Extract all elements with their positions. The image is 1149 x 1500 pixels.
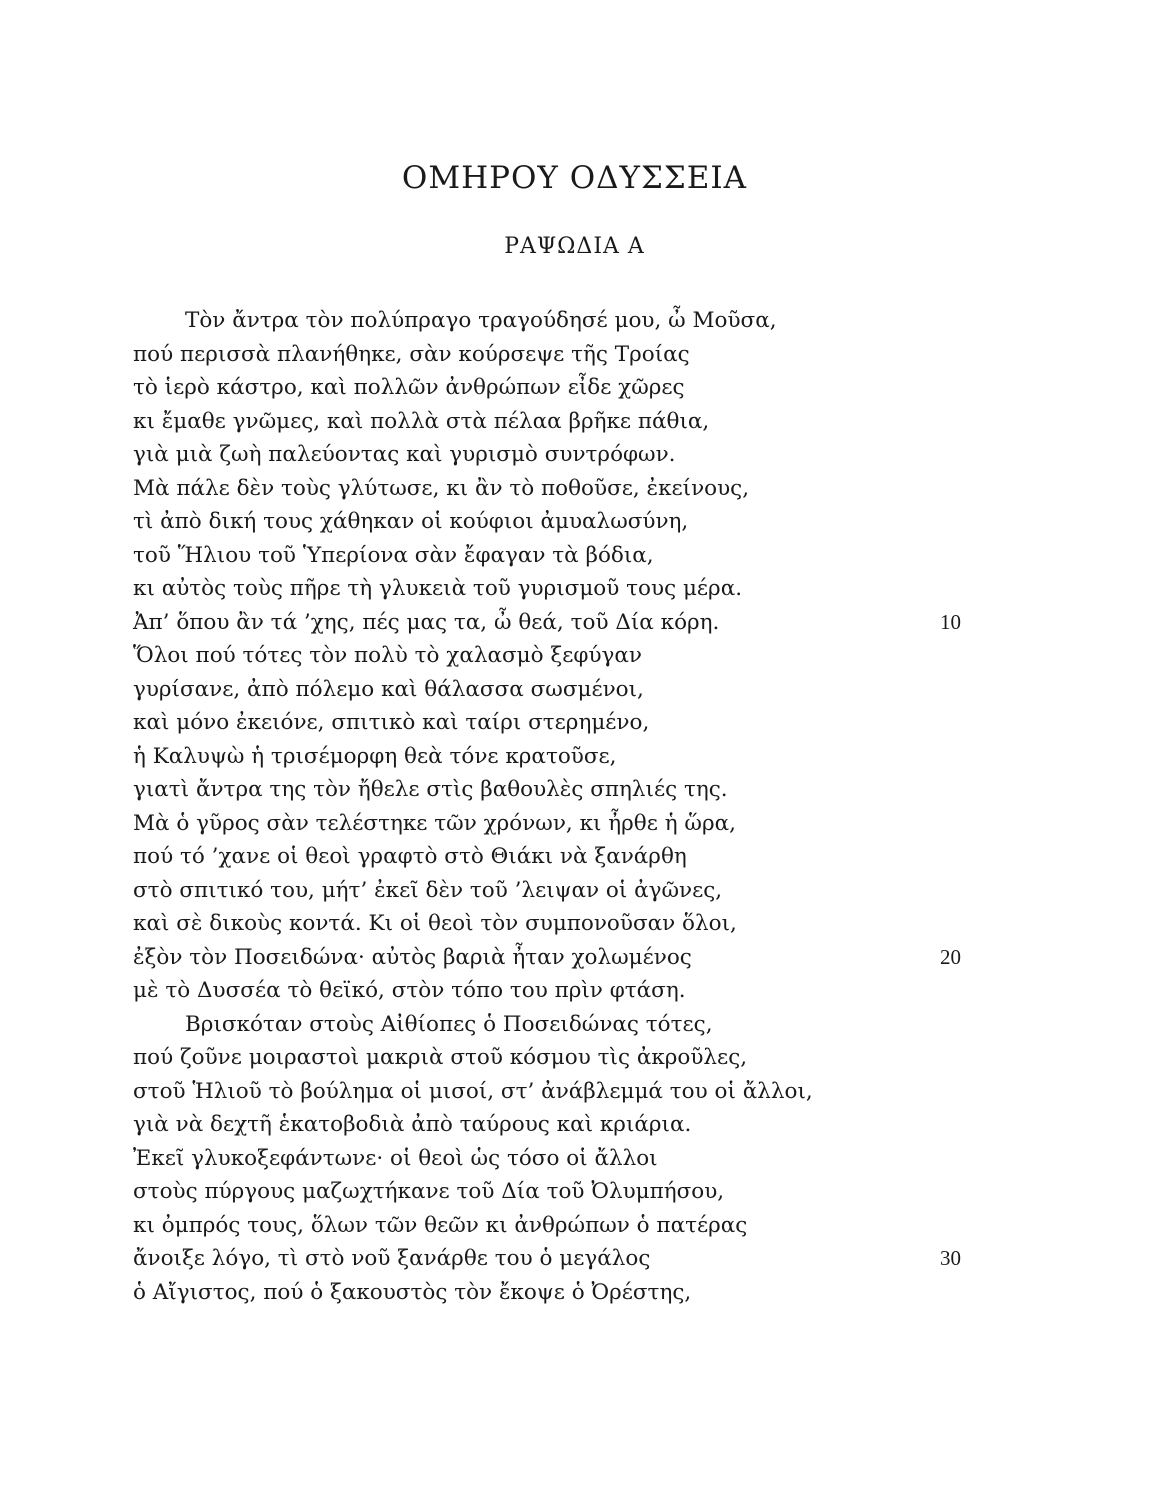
- poem-line-text: τοῦ Ἥλιου τοῦ Ὑπερίονα σὰν ἔφαγαν τὰ βόδια,: [133, 542, 654, 568]
- page-title: ΟΜΗΡΟΥ ΟΔΥΣΣΕΙΑ: [401, 160, 748, 196]
- poem-line-text: Μὰ πάλε δὲν τοὺς γλύτωσε, κι ἂν τὸ ποθοῦσε, ἐκείνους,: [133, 475, 750, 501]
- poem-line-text: μὲ τὸ Δυσσέα τὸ θεϊκό, στὸν τόπο του πρὶν φτάση.: [133, 978, 686, 1003]
- poem-line-text: κι ἔμαθε γνῶμες, καὶ πολλὰ στὰ πέλαα βρῆκε πάθια,: [133, 408, 710, 434]
- poem-line: [133, 974, 893, 1008]
- poem-line: [133, 338, 893, 372]
- poem-line-text: ἐξὸν τὸν Ποσειδώνα· αὐτὸς βαριὰ ἦταν χολωμένος: [133, 944, 692, 970]
- poem-line: [133, 405, 893, 439]
- poem-line: [133, 539, 893, 573]
- chapter-heading: ΡΑΨΩΔΙΑ Α: [504, 234, 645, 259]
- poem-line: [133, 438, 893, 472]
- poem-line-text: στὸ σπιτικό του, μήτ’ ἐκεῖ δὲν τοῦ ’λειψαν οἱ ἀγῶνες,: [133, 877, 723, 903]
- poem-line: [133, 371, 893, 405]
- poem-line-text: κι ὀμπρός τους, ὅλων τῶν θεῶν κι ἀνθρώπων ὁ πατέρας: [133, 1212, 748, 1238]
- poem-line: [133, 1175, 893, 1209]
- poem-line-text: γιατὶ ἄντρα της τὸν ἤθελε στὶς βαθουλὲς σπηλιές της.: [133, 777, 728, 802]
- poem-line: [133, 1242, 961, 1276]
- poem-line-text: Βρισκόταν στοὺς Αἰθίοπες ὁ Ποσειδώνας τότες,: [185, 1011, 713, 1037]
- line-number: 10: [940, 609, 961, 634]
- poem-body: [133, 304, 961, 1309]
- poem-line-text: γιὰ νὰ δεχτῆ ἑκατοβοδιὰ ἀπὸ ταύρους καὶ κριάρια.: [133, 1112, 692, 1137]
- poem-line-text: γυρίσανε, ἀπὸ πόλεμο καὶ θάλασσα σωσμένοι,: [133, 676, 644, 702]
- poem-line-text: ἄνοιξε λόγο, τὶ στὸ νοῦ ξανάρθε του ὁ μεγάλος: [133, 1246, 651, 1271]
- poem-line: [133, 773, 893, 807]
- poem-line-text: τὶ ἀπὸ δική τους χάθηκαν οἱ κούφιοι ἀμυαλωσύνη,: [133, 509, 689, 534]
- poem-line: [133, 1142, 893, 1176]
- poem-line: [133, 840, 893, 874]
- poem-line: [133, 304, 893, 338]
- poem-line-text: πού περισσὰ πλανήθηκε, σὰν κούρσεψε τῆς Τροίας: [133, 341, 690, 367]
- poem-line: [133, 472, 893, 506]
- poem-line-text: πού ζοῦνε μοιραστοὶ μακριὰ στοῦ κόσμου τὶς ἀκροῦλες,: [133, 1045, 748, 1070]
- poem-line-text: Τὸν ἄντρα τὸν πολύπραγο τραγούδησέ μου, ὦ Μοῦσα,: [185, 308, 777, 333]
- poem-line: [133, 941, 961, 975]
- poem-line-text: τὸ ἱερὸ κάστρο, καὶ πολλῶν ἀνθρώπων εἶδε χῶρες: [133, 375, 685, 400]
- poem-line: [133, 606, 961, 640]
- poem-line: [133, 572, 893, 606]
- poem-line-text: ὁ Αἴγιστος, πού ὁ ξακουστὸς τὸν ἔκοψε ὁ Ὀρέστης,: [133, 1279, 692, 1305]
- poem-line-text: γιὰ μιὰ ζωὴ παλεύοντας καὶ γυρισμὸ συντρόφων.: [133, 442, 676, 467]
- poem-line-text: Ἀπ’ ὅπου ἂν τά ’χης, πές μας τα, ὦ θεά, τοῦ Δία κόρη.: [133, 609, 720, 635]
- poem-line-text: καὶ μόνο ἐκειόνε, σπιτικὸ καὶ ταίρι στερημένο,: [133, 710, 650, 735]
- poem-line: [133, 639, 893, 673]
- poem-line-text: Ἐκεῖ γλυκοξεφάντωνε· οἱ θεοὶ ὡς τόσο οἱ ἄλλοι: [133, 1145, 658, 1171]
- line-number: 20: [940, 944, 961, 969]
- poem-line-text: καὶ σὲ δικοὺς κοντά. Κι οἱ θεοὶ τὸν συμπονοῦσαν ὅλοι,: [133, 911, 737, 936]
- poem-line: [133, 807, 893, 841]
- poem-line: [133, 505, 893, 539]
- poem-line: [133, 1209, 893, 1243]
- poem-line: [133, 1108, 893, 1142]
- poem-line: [133, 1008, 893, 1042]
- poem-line: [133, 1075, 893, 1109]
- poem-line-text: Μὰ ὁ γῦρος σὰν τελέστηκε τῶν χρόνων, κι ἦρθε ἡ ὥρα,: [133, 810, 736, 836]
- poem-line: [133, 874, 893, 908]
- poem-line-text: κι αὐτὸς τοὺς πῆρε τὴ γλυκειὰ τοῦ γυρισμοῦ τους μέρα.: [133, 576, 743, 601]
- poem-line: [133, 673, 893, 707]
- poem-line: [133, 706, 893, 740]
- poem-line: [133, 1041, 893, 1075]
- poem-line: [133, 1276, 893, 1310]
- poem-line: [133, 740, 893, 774]
- poem-line-text: στοῦ Ἡλιοῦ τὸ βούλημα οἱ μισοί, στ’ ἀνάβλεμμά του οἱ ἄλλοι,: [133, 1078, 813, 1104]
- poem-line-text: πού τό ’χανε οἱ θεοὶ γραφτὸ στὸ Θιάκι νὰ ξανάρθη: [133, 844, 687, 869]
- poem-line: [133, 907, 893, 941]
- poem-line-text: Ὅλοι πού τότες τὸν πολὺ τὸ χαλασμὸ ξεφύγαν: [133, 643, 642, 668]
- line-number: 30: [940, 1246, 961, 1270]
- poem-line-text: ἡ Καλυψὼ ἡ τρισέμορφη θεὰ τόνε κρατοῦσε,: [133, 743, 617, 769]
- poem-line-text: στοὺς πύργους μαζωχτήκανε τοῦ Δία τοῦ Ὀλυμπήσου,: [133, 1179, 725, 1204]
